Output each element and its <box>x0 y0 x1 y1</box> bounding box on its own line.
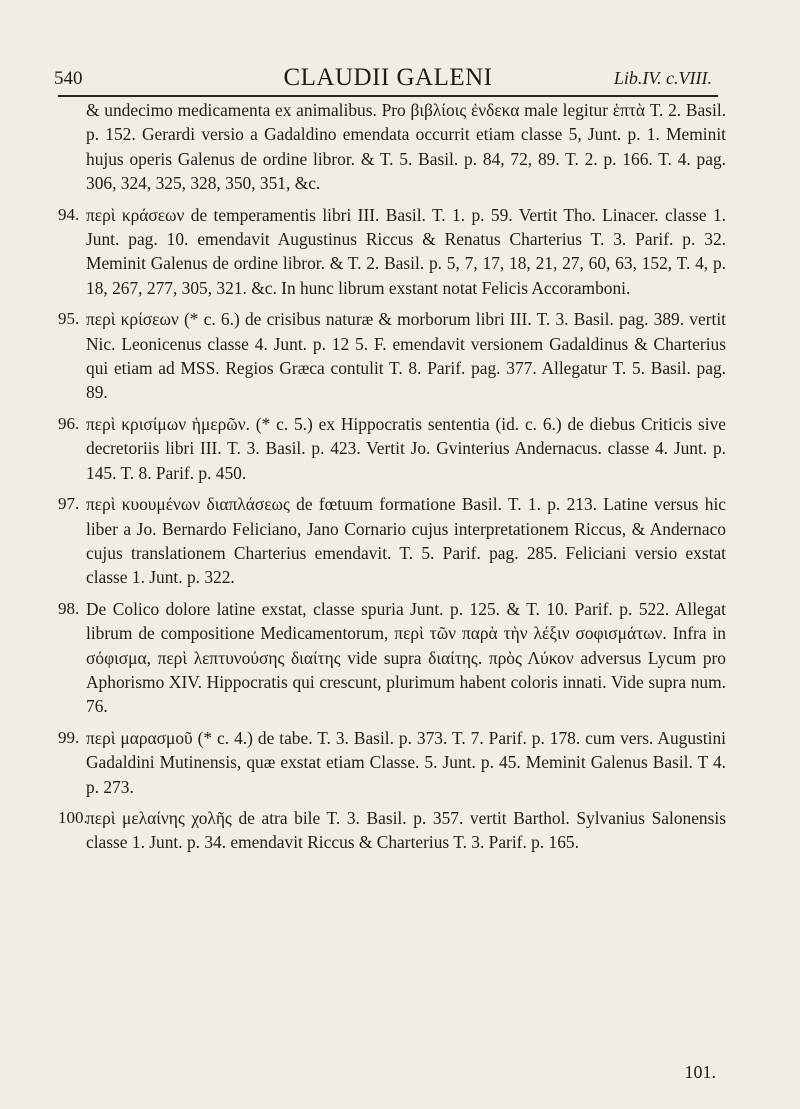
entry-text: & undecimo medicamenta ex animalibus. Pro βιβλίοις ἐνδεκα male legitur ἑπτὰ T. 2. Basil. p. 152. Gerardi versio a Gadaldino emendata occurrit etiam classe 5, Junt. p. 1. Meminit hujus operis Galenus de ordine libror. & T. 5. Basil. p. 84, 72, 89. T. 2. p. 166. T. 4. pag. 306, 324, 325, 328, 350, 351, &c. <box>86 100 726 194</box>
entry-text: De Colico dolore latine exstat, classe spuria Junt. p. 125. & T. 10. Parif. p. 522. Allegat librum de compositione Medicamentorum, περὶ τῶν παρὰ τὴν λέξιν σοφισμάτων. Infra in σόφισμα, περὶ λεπτυνούσης διαίτης vide supra διαίτης. πρὸς Λύκον adversus Lycum pro Aphorismo XIV. Hippocratis qui crescunt, plurimum habent coloris innati. Vide supra num. 76. <box>86 598 726 717</box>
entry-number: 99. <box>58 727 80 747</box>
catalog-entries <box>58 98 726 862</box>
entry-96 <box>58 412 726 485</box>
entry-text: περὶ κρισίμων ἡμερῶν. (* c. 5.) ex Hippocratis sententia (id. c. 6.) de diebus Criticis sive decretoriis libri III. T. 3. Basil. p. 423. Vertit Jo. Gvinterius Andernacus. classe 4. Junt. p. 145. T. 8. Parif. p. 450. <box>86 413 726 483</box>
entry-97 <box>58 492 726 590</box>
book-chapter-reference: Lib.IV. c.VIII. <box>613 68 712 88</box>
entry-text: περὶ μαρασμοῦ (* c. 4.) de tabe. T. 3. Basil. p. 373. T. 7. Parif. p. 178. cum vers. Augustini Gadaldini Mutinensis, quæ exstat etiam Classe. 5. Junt. p. 45. Meminit Galenus Basil. T 4. p. 273. <box>86 727 726 797</box>
page-number: 540 <box>54 68 83 89</box>
entry-number: 100. <box>58 807 88 827</box>
entry-98 <box>58 597 726 719</box>
entry-94 <box>58 203 726 301</box>
entry-95 <box>58 307 726 405</box>
entry-100 <box>58 806 726 855</box>
entry-number: 95. <box>58 309 80 329</box>
running-header <box>46 64 730 94</box>
header-rule <box>58 95 718 97</box>
entry-text: περὶ κρίσεων (* c. 6.) de crisibus naturæ & morborum libri III. T. 3. Basil. pag. 389. vertit Nic. Leonicenus classe 4. Junt. p. 12 5. F. emendavit versionem Gadaldinus & Charterius qui etiam ad MSS. Regios Græca contulit T. 8. Parif. pag. 377. Allegatur T. 5. Basil. pag. 89. <box>86 309 726 403</box>
entry-number: 98. <box>58 598 80 618</box>
entry-continuation <box>58 98 726 196</box>
entry-text: περὶ μελαίνης χολῆς de atra bile T. 3. Basil. p. 357. vertit Barthol. Sylvanius Salonensis classe 1. Junt. p. 34. emendavit Riccus & Charterius T. 3. Parif. p. 165. <box>86 807 726 853</box>
entry-number: 94. <box>58 204 80 224</box>
running-title: CLAUDII GALENI <box>283 64 493 91</box>
entry-text: περὶ κράσεων de temperamentis libri III. Basil. T. 1. p. 59. Vertit Tho. Linacer. classe 1. Junt. pag. 10. emendavit Augustinus Riccus & Renatus Charterius T. 3. Parif. p. 32. Meminit Galenus de ordine libror. & T. 2. Basil. p. 5, 7, 17, 18, 21, 27, 60, 63, 152, T. 4, p. 18, 267, 277, 305, 321. &c. In hunc librum exstant notat Felicis Accoramboni. <box>86 204 726 298</box>
catchword: 101. <box>684 1062 716 1082</box>
entry-number: 97. <box>58 494 80 514</box>
entry-text: περὶ κυουμένων διαπλάσεως de fœtuum formatione Basil. T. 1. p. 213. Latine versus hic liber a Jo. Bernardo Feliciano, Jano Cornario cujus interpretationem Riccus, & Andernaco cujus translationem Charterius emendavit. T. 5. Parif. pag. 285. Feliciani versio exstat classe 1. Junt. p. 322. <box>86 494 726 588</box>
entry-number: 96. <box>58 413 80 433</box>
entry-99 <box>58 726 726 799</box>
